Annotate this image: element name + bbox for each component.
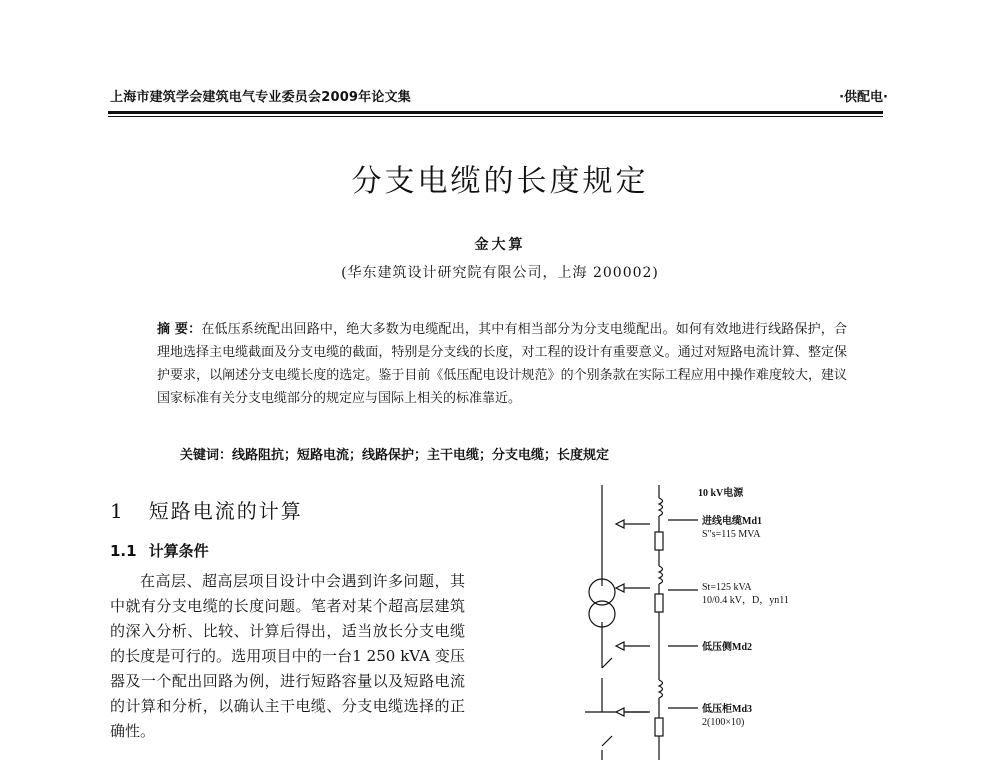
label-source: 10 kV电源 bbox=[698, 488, 744, 499]
paper-title: 分支电缆的长度规定 bbox=[351, 164, 649, 199]
arrow-md2-icon bbox=[616, 642, 624, 650]
abstract-text: 在低压系统配出回路中，绝大多数为电缆配出，其中有相当部分为分支电缆配出。如何有效地进行线路保护，合理地选择主电缆截面及分支电缆的截面，特别是分支线的长度，对工程的设计有重要意义。通过对短路电流计算、整定保护要求，以阐述分支电缆长度的选定。鉴于目前《低压配电设计规范》的个别条款在实际工程应用中操作难度较大，建议国家标准有关分支电缆部分的规定应与国际上相关的标准靠近。 bbox=[157, 322, 847, 406]
section-heading-1 bbox=[110, 495, 303, 524]
section-number: 1 bbox=[110, 499, 125, 523]
author-affiliation: (华东建筑设计研究院有限公司，上海 200002) bbox=[341, 265, 659, 281]
busbar-resistor-icon bbox=[655, 718, 663, 736]
circuit-diagram bbox=[560, 480, 820, 760]
running-header-title: 上海市建筑学会建筑电气专业委员会2009年论文集 bbox=[110, 90, 411, 105]
label-md2: 低压侧Md2 bbox=[702, 642, 752, 653]
header-rule-thin bbox=[108, 116, 883, 117]
transformer-resistor-icon bbox=[655, 594, 663, 612]
value-md1: S″s=115 MVA bbox=[702, 529, 761, 540]
arrow-transformer-icon bbox=[616, 584, 624, 592]
abstract-label: 摘 要： bbox=[157, 322, 202, 337]
author-name: 金大算 bbox=[474, 237, 526, 253]
subsection-heading-1-1 bbox=[110, 540, 209, 561]
breaker-switch-1 bbox=[602, 658, 612, 668]
value-md3: 2(100×10) bbox=[702, 717, 745, 728]
abstract bbox=[157, 318, 847, 410]
header-rule-thick bbox=[108, 111, 883, 114]
subsection-number: 1.1 bbox=[110, 542, 137, 560]
label-md3: 低压柜Md3 bbox=[702, 704, 752, 715]
transformer-inductor-icon bbox=[659, 566, 663, 584]
running-header-section: ·供配电· bbox=[839, 90, 888, 105]
source-inductor-icon bbox=[659, 498, 663, 516]
body-paragraph: 在高层、超高层项目设计中会遇到许多问题，其中就有分支电缆的长度问题。笔者对某个超高层建筑的深入分析、比较、计算后得出，适当放长分支电缆的长度是可行的。选用项目中的一台1 250 kVA 变压器及一个配出回路为例，进行短路容量以及短路电流的计算和分析，以确认主干电缆、分支电缆选择的正确性。 bbox=[110, 572, 465, 740]
value-transformer: 10/0.4 kV，D，yn11 bbox=[702, 595, 789, 606]
section-title: 短路电流的计算 bbox=[148, 499, 303, 523]
breaker-switch-2 bbox=[602, 736, 612, 746]
label-md1: 进线电缆Md1 bbox=[702, 516, 762, 527]
arrow-md1-icon bbox=[616, 520, 624, 528]
keywords-label: 关键词： bbox=[180, 448, 233, 463]
busbar-inductor-icon bbox=[659, 680, 663, 698]
arrow-md3-icon bbox=[616, 708, 624, 716]
md1-resistor-icon bbox=[655, 532, 663, 550]
keywords-text: 线路阻抗；短路电流；线路保护；主干电缆；分支电缆；长度规定 bbox=[232, 448, 610, 463]
keywords bbox=[180, 444, 609, 463]
subsection-title: 计算条件 bbox=[148, 542, 209, 560]
label-transformer: St=125 kVA bbox=[702, 582, 752, 593]
